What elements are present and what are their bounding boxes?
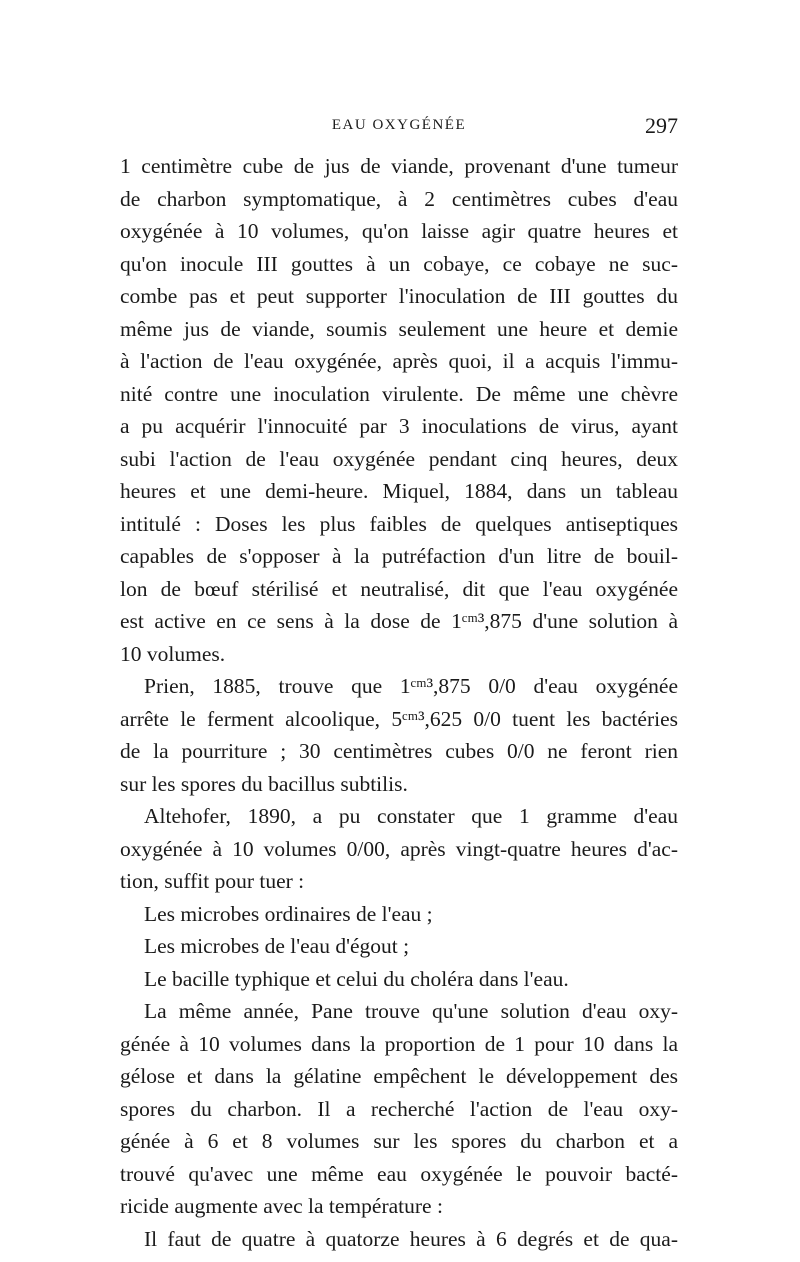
text-line: capables de s'opposer à la putréfaction d'un litre de bouil- xyxy=(120,544,678,568)
text-body xyxy=(120,150,678,1255)
text-line: lon de bœuf stérilisé et neutralisé, dit que l'eau oxygénée xyxy=(120,576,678,601)
page-number: 297 xyxy=(645,113,678,138)
paragraph-start-line: Prien, 1885, trouve que 1ᶜᵐ³,875 0/0 d'eau oxygénée xyxy=(144,674,678,698)
text-line: de charbon symptomatique, à 2 centimètres cubes d'eau xyxy=(120,186,678,211)
running-title: EAU OXYGÉNÉE xyxy=(331,117,467,133)
paragraph-start-line: Altehofer, 1890, a pu constater que 1 gramme d'eau xyxy=(144,804,678,828)
text-line: trouvé qu'avec une même eau oxygénée le pouvoir bacté- xyxy=(120,1161,678,1186)
text-line: heures et une demi-heure. Miquel, 1884, dans un tableau xyxy=(120,479,678,503)
text-line: oxygénée à 10 volumes, qu'on laisse agir quatre heures et xyxy=(120,219,678,243)
list-item: Le bacille typhique et celui du choléra dans l'eau. xyxy=(144,966,569,991)
text-line: oxygénée à 10 volumes 0/00, après vingt-quatre heures d'ac- xyxy=(120,836,678,861)
text-line: est active en ce sens à la dose de 1ᶜᵐ³,875 d'une solution à xyxy=(120,609,678,633)
text-line: gélose et dans la gélatine empêchent le développement des xyxy=(120,1064,678,1088)
list-item: Les microbes de l'eau d'égout ; xyxy=(144,934,410,958)
text-line: génée à 6 et 8 volumes sur les spores du charbon et a xyxy=(120,1129,678,1153)
paragraph-start-line: La même année, Pane trouve qu'une solution d'eau oxy- xyxy=(144,999,678,1023)
paragraph-start-line: Il faut de quatre à quatorze heures à 6 degrés et de qua- xyxy=(144,1226,678,1251)
text-line: génée à 10 volumes dans la proportion de 1 pour 10 dans la xyxy=(120,1031,678,1056)
text-line: spores du charbon. Il a recherché l'action de l'eau oxy- xyxy=(120,1096,678,1121)
text-line: combe pas et peut supporter l'inoculation de III gouttes du xyxy=(120,284,678,308)
text-line: subi l'action de l'eau oxygénée pendant cinq heures, deux xyxy=(120,446,678,471)
text-line: intitulé : Doses les plus faibles de quelques antiseptiques xyxy=(120,511,678,536)
text-line: arrête le ferment alcoolique, 5ᶜᵐ³,625 0/0 tuent les bactéries xyxy=(120,706,678,731)
text-line: 1 centimètre cube de jus de viande, provenant d'une tumeur xyxy=(120,154,678,178)
page-header xyxy=(120,113,678,143)
text-line: qu'on inocule III gouttes à un cobaye, ce cobaye ne suc- xyxy=(120,251,678,276)
paragraph-end-line: tion, suffit pour tuer : xyxy=(120,869,305,893)
paragraph-end-line: 10 volumes. xyxy=(120,641,226,666)
paragraph-end-line: ricide augmente avec la température : xyxy=(120,1194,443,1218)
text-line: a pu acquérir l'innocuité par 3 inoculations de virus, ayant xyxy=(120,414,678,438)
text-line: à l'action de l'eau oxygénée, après quoi, il a acquis l'immu- xyxy=(120,349,678,373)
list-item: Les microbes ordinaires de l'eau ; xyxy=(144,901,433,926)
text-line: de la pourriture ; 30 centimètres cubes 0/0 ne feront rien xyxy=(120,739,678,763)
paragraph-end-line: sur les spores du bacillus subtilis. xyxy=(120,771,408,796)
text-line: nité contre une inoculation virulente. De même une chèvre xyxy=(120,381,678,406)
text-line: même jus de viande, soumis seulement une heure et demie xyxy=(120,316,678,341)
